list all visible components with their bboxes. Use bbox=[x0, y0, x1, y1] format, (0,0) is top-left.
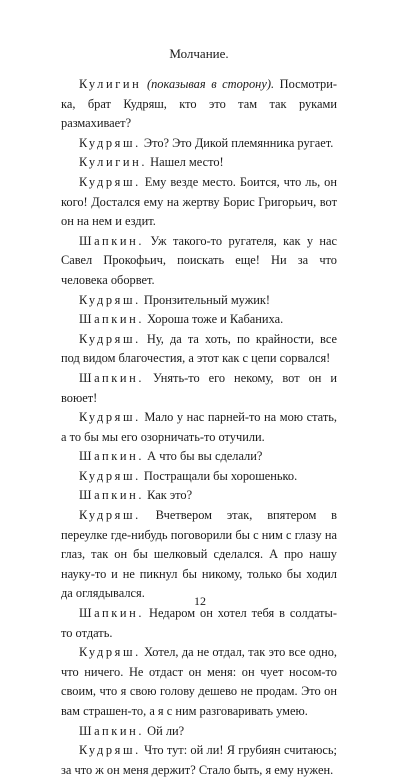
page-body bbox=[61, 44, 337, 780]
speaker-name: Кудряш. bbox=[79, 645, 141, 660]
line-text: Нашел место! bbox=[147, 155, 224, 170]
speaker-name: Кудряш. bbox=[79, 410, 141, 425]
stage-direction: Молчание. bbox=[169, 46, 229, 61]
speaker-name: Кулигин. bbox=[79, 155, 148, 170]
line-text: Уж такого-то ругателя, как у нас Савел Прокофьич, поискать еще! Ни за что человека оборвет. bbox=[61, 233, 337, 287]
speaker-name: Кудряш. bbox=[79, 743, 141, 758]
speaker-name: Кудряш. bbox=[79, 135, 141, 150]
dialogue-line bbox=[61, 310, 337, 330]
dialogue-line bbox=[61, 408, 337, 447]
line-text: Ой ли? bbox=[144, 723, 185, 738]
dialogue-line bbox=[61, 467, 337, 487]
line-text: Пронзительный мужик! bbox=[140, 292, 271, 307]
speaker-name: Кудряш. bbox=[79, 292, 141, 307]
speaker-name: Шапкин. bbox=[79, 606, 145, 621]
line-text: А что бы вы сделали? bbox=[144, 449, 263, 464]
dialogue-line bbox=[61, 291, 337, 311]
line-text: Хороша тоже и Кабаниха. bbox=[144, 312, 284, 327]
dialogue-line bbox=[61, 173, 337, 232]
line-text: Вчетвером этак, впятером в переулке где-нибудь поговорили бы с ним с глазу на глаз, так он бы шелковый сделался. А про нашу науку-то и не пикнул бы никому, только бы ходил да оглядывался. bbox=[61, 508, 337, 601]
dialogue-line bbox=[61, 722, 337, 742]
line-text: Мало у нас парней-то на мою стать, а то бы мы его озорничать-то отучили. bbox=[61, 410, 337, 444]
dialogue-line bbox=[61, 643, 337, 721]
dialogue-line bbox=[61, 506, 337, 604]
line-text: Посмотри-ка, брат Кудряш, кто это там так руками размахивает? bbox=[61, 77, 337, 131]
speaker-name: Шапкин. bbox=[79, 488, 145, 503]
line-text: Недаром он хотел тебя в солдаты-то отдать. bbox=[61, 606, 337, 640]
line-text: Как это? bbox=[144, 488, 193, 503]
dialogue-line bbox=[61, 75, 337, 134]
dialogue bbox=[61, 75, 337, 780]
dialogue-line bbox=[61, 741, 337, 780]
line-text: Это? Это Дикой племянника ругает. bbox=[140, 135, 334, 150]
dialogue-line bbox=[61, 134, 337, 154]
line-text: Ему везде место. Боится, что ль, он кого! Достался ему на жертву Борис Григорьич, вот он на нем и ездит. bbox=[61, 174, 337, 229]
line-text: Что тут: ой ли! Я грубиян считаюсь; за что ж он меня держит? Стало быть, я ему нужен. bbox=[61, 743, 337, 777]
speaker-name: Шапкин. bbox=[79, 233, 145, 248]
dialogue-line bbox=[61, 447, 337, 467]
speaker-name: Кудряш. bbox=[79, 468, 141, 483]
speaker-name: Кудряш. bbox=[79, 508, 141, 523]
speaker-name: Кудряш. bbox=[79, 174, 141, 189]
line-text: Хотел, да не отдал, так это все одно, что ничего. Не отдаст он меня: он чует носом-то своим, что я свою голову дешево не продам. Это он вам страшен-то, а я с ним разговаривать умею. bbox=[61, 645, 337, 718]
speaker-name: Кудряш. bbox=[79, 331, 141, 346]
dialogue-line bbox=[61, 369, 337, 408]
dialogue-line bbox=[61, 153, 337, 173]
line-text: Постращали бы хорошенько. bbox=[140, 468, 298, 483]
page-number: 12 bbox=[194, 594, 206, 608]
line-text: Унять-то его некому, вот он и воюет! bbox=[61, 370, 337, 405]
speaker-name: Шапкин. bbox=[79, 449, 145, 464]
stage-remark: (показывая в сторону). bbox=[146, 77, 275, 91]
speaker-name: Шапкин. bbox=[79, 312, 145, 327]
dialogue-line bbox=[61, 330, 337, 369]
speaker-name: Шапкин. bbox=[79, 723, 145, 738]
dialogue-line bbox=[61, 486, 337, 506]
speaker-name: Кулигин bbox=[79, 77, 142, 91]
speaker-name: Шапкин. bbox=[79, 370, 145, 385]
line-text: Ну, да та хоть, по крайности, все под видом благочестия, а этот как с цепи сорвался! bbox=[61, 331, 337, 366]
dialogue-line bbox=[61, 604, 337, 643]
dialogue-line bbox=[61, 232, 337, 291]
